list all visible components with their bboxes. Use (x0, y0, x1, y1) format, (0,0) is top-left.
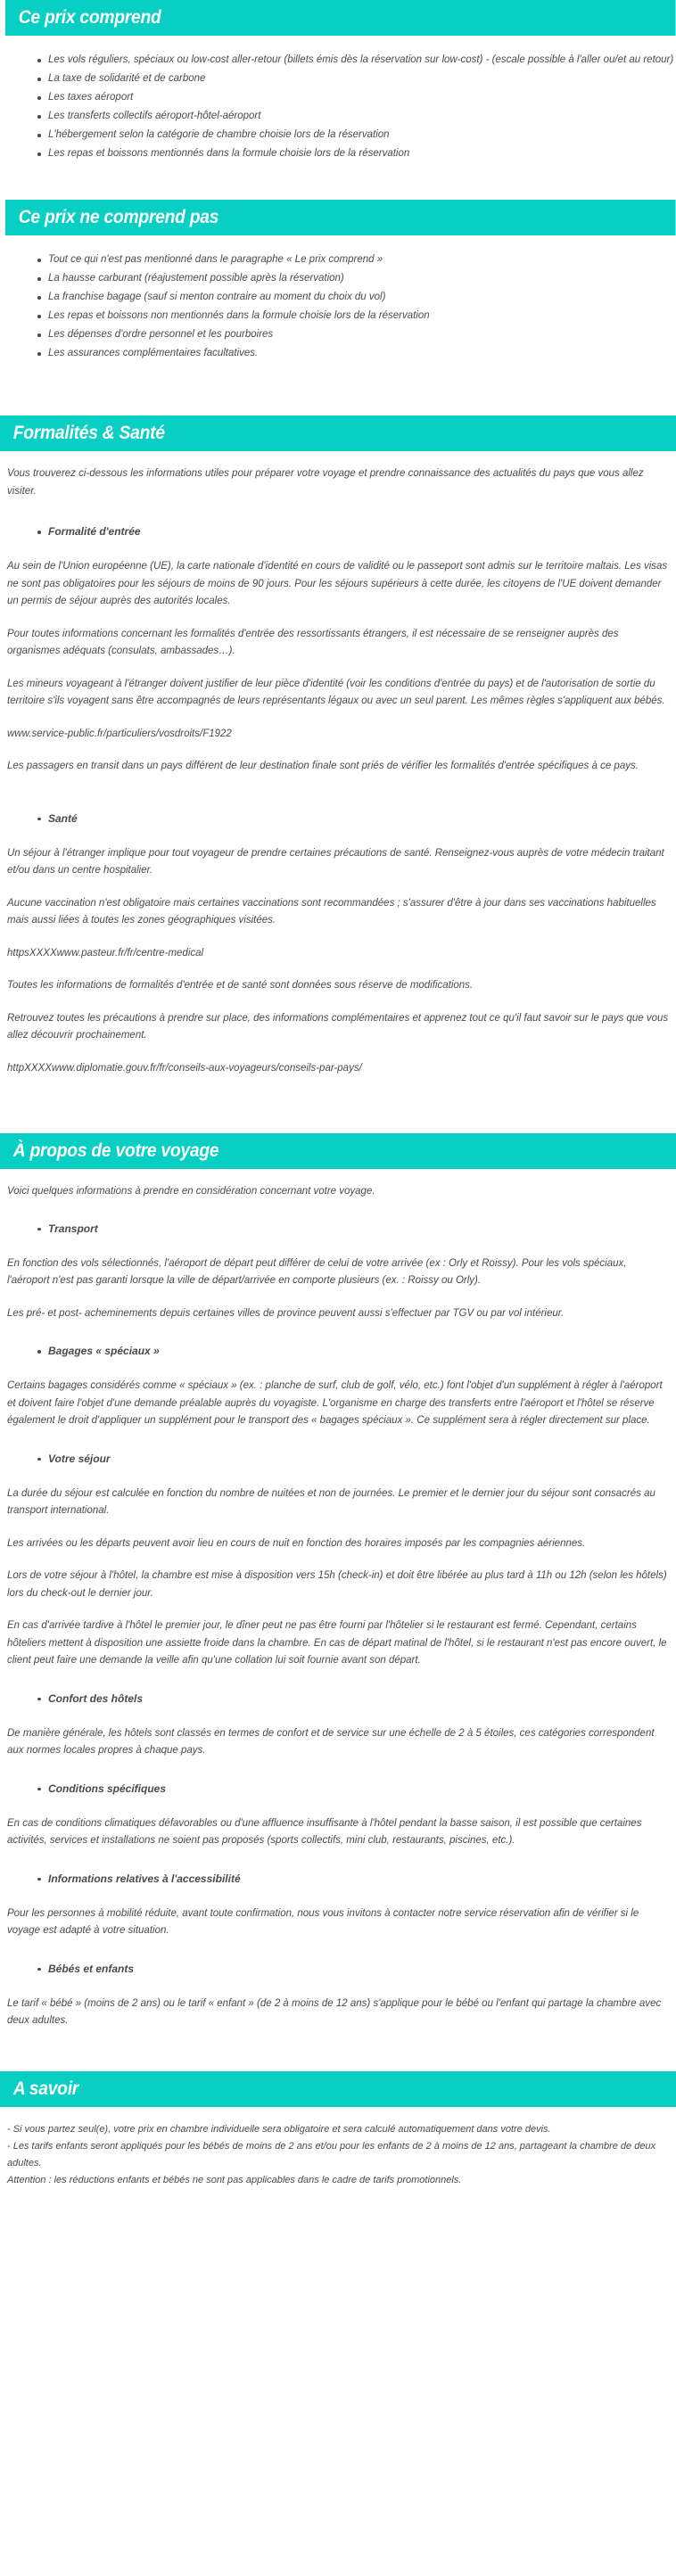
entry-heading-list (0, 523, 676, 540)
section-good-to-know (0, 2071, 676, 2107)
note-line: - Les tarifs enfants seront appliqués pour les bébés de moins de 2 ans et/ou pour les enfants de 2 à moins de 12 ans, partageant la chambre de deux adultes. (7, 2140, 656, 2169)
spacer (0, 2107, 676, 2121)
diplomatie-url[interactable]: httpXXXXwww.diplomatie.gouv.fr/fr/conseils-aux-voyageurs/conseils-par-pays/ (7, 1062, 362, 1074)
list-item: La taxe de solidarité et de carbone (37, 70, 676, 87)
entry-paragraph-2: Pour toutes informations concernant les formalités d'entrée des ressortissants étrangers, il est nécessaire de se renseigner auprès des organismes adéquats (consulats, ambassades…). (7, 628, 619, 656)
baggage-heading: Bagages « spéciaux » (37, 1343, 676, 1360)
formalities-intro: Vous trouverez ci-dessous les informations utiles pour préparer votre voyage et prendre connaissance des actualités du pays que vous allez visiter. (7, 468, 644, 497)
stay-paragraph-4: En cas d'arrivée tardive à l'hôtel le premier jour, le dîner peut ne pas être fourni par l'hôtelier si le restaurant est fermé. Cependant, certains hôteliers mettent à disposition une assiette froide dans la chambre. En cas de départ matinal de l'hôtel, si le restaurant n'est pas encore ouvert, le client peut faire une demande la veille afin qu'une collation lui soit fournie avant son départ. (7, 1620, 667, 1666)
spacer (0, 500, 676, 523)
section-includes (0, 0, 676, 36)
spacer (0, 1979, 676, 1996)
transport-paragraph-1: En fonction des vols sélectionnés, l'aéroport de départ peut différer de celui de votre arrivée (ex : Orly et Roissy). Pour les vols spéciaux, l'aéroport n'est pas garanti lorsque la ville de départ/arrivée en comporte plusieurs (ex. : Roissy ou Orly). (7, 1257, 627, 1286)
stay-paragraph-2: Les arrivées ou les départs peuvent avoir lieu en cours de nuit en fonction des horaires imposés par les compagnies aériennes. (7, 1537, 586, 1549)
section-formalities (0, 416, 676, 451)
comfort-heading-list (0, 1691, 676, 1708)
entry-paragraph-3: Les mineurs voyageant à l'étranger doivent justifier de leur pièce d'identité (voir les conditions d'entrée du pays) et de l'autorisation de sortie du territoire s'ils voyagent sans être accompagnés de leurs représentants légaux ou avec un seul parent. Les mêmes règles s'appliquent aux bébés. (7, 678, 665, 706)
health-paragraph-3: Toutes les informations de formalités d'entrée et de santé sont données sous réserve de modifications. (7, 980, 474, 991)
about-title: À propos de votre voyage (0, 1133, 676, 1169)
section-about-trip (0, 1133, 676, 1169)
good-to-know-notes (0, 2121, 676, 2189)
spacer (0, 1362, 676, 1378)
section-excludes (0, 200, 676, 235)
list-item: Les taxes aéroport (37, 89, 676, 106)
comfort-heading: Confort des hôtels (37, 1691, 676, 1708)
accessibility-paragraph-1: Pour les personnes à mobilité réduite, avant toute confirmation, nous vous invitons à contacter notre service réservation afin de vérifier si le voyage est adapté à votre situation. (7, 1907, 639, 1936)
spacer (0, 36, 676, 52)
list-item: Les assurances complémentaires facultatives. (37, 345, 676, 362)
spacer (0, 542, 676, 558)
entry-formality-heading: Formalité d'entrée (37, 523, 676, 540)
children-heading: Bébés et enfants (37, 1961, 676, 1978)
spacer (0, 451, 676, 465)
spacer (0, 2030, 676, 2071)
spacer (0, 1709, 676, 1725)
conditions-heading: Conditions spécifiques (37, 1781, 676, 1798)
about-header-bar (0, 1133, 676, 1169)
children-paragraph-1: Le tarif « bébé » (moins de 2 ans) ou le tarif « enfant » (de 2 à moins de 12 ans) s'applique pour le bébé ou l'enfant qui partage la chambre avec deux adultes. (7, 1997, 662, 2026)
formalities-header-bar (0, 416, 676, 451)
spacer (0, 164, 676, 200)
good-to-know-header-bar (0, 2071, 676, 2107)
transport-paragraph-2: Les pré- et post- acheminements depuis certaines villes de province peuvent aussi s'effectuer par TGV ou par vol intérieur. (7, 1307, 565, 1319)
list-item: La franchise bagage (sauf si menton contraire au moment du choix du vol) (37, 289, 676, 306)
spacer (0, 791, 676, 811)
stay-paragraph-1: La durée du séjour est calculée en fonction du nombre de nuitées et non de journées. Le premier et le dernier jour du séjour sont consacrés au transport international. (7, 1487, 655, 1516)
entry-paragraph-4: Les passagers en transit dans un pays différent de leur destination finale sont priés de vérifier les formalités d'entrée spécifiques à ce pays. (7, 761, 639, 771)
spacer (0, 1799, 676, 1815)
stay-paragraph-3: Lors de votre séjour à l'hôtel, la chambre est mise à disposition vers 15h (check-in) et doit être libérée au plus tard à 11h ou 12h (selon les hôtels) lors du check-out le dernier jour. (7, 1570, 667, 1599)
excludes-header-bar (5, 200, 676, 235)
entry-paragraph-1: Au sein de l'Union européenne (UE), la carte nationale d'identité en cours de validité ou le passeport sont admis sur le territoire maltais. Les visas ne sont pas obligatoires pour les séjours de moins de 90 jours. Pour les séjours supérieurs à cette durée, les citoyens de l'UE doivent demander un permis de séjour auprès des autorités locales. (7, 561, 668, 606)
stay-heading-list (0, 1451, 676, 1468)
transport-heading-list (0, 1221, 676, 1238)
list-item: Les vols réguliers, spéciaux ou low-cost aller-retour (billets émis dès la réservation sur low-cost) - (escale possible à l'aller ou/et au retour) (37, 52, 676, 69)
list-item: Les transferts collectifs aéroport-hôtel-aéroport (37, 108, 676, 125)
health-paragraph-1: Un séjour à l'étranger implique pour tout voyageur de prendre certaines précautions de santé. Renseignez-vous auprès de votre médecin traitant et/ou dans un centre hospitalier. (7, 847, 664, 876)
spacer (0, 2189, 676, 2207)
spacer (0, 235, 676, 251)
spacer (0, 1169, 676, 1183)
list-item: Les dépenses d'ordre personnel et les pourboires (37, 326, 676, 343)
pasteur-url[interactable]: httpsXXXXwww.pasteur.fr/fr/centre-medical (7, 947, 204, 959)
spacer (0, 829, 676, 845)
includes-header-bar (5, 0, 676, 36)
children-heading-list (0, 1961, 676, 1978)
health-heading-list (0, 811, 676, 827)
excludes-list (0, 251, 676, 362)
excludes-title: Ce prix ne comprend pas (5, 200, 676, 235)
spacer (0, 364, 676, 416)
list-item: Les repas et boissons mentionnés dans la formule choisie lors de la réservation (37, 145, 676, 162)
comfort-paragraph-1: De manière générale, les hôtels sont classés en termes de confort et de service sur une échelle de 2 à 5 étoiles, ces catégories correspondent aux normes locales propres à chaque pays. (7, 1727, 655, 1756)
note-line: Attention : les réductions enfants et bébés ne sont pas applicables dans le cadre de tarifs promotionnels. (7, 2174, 462, 2185)
formalities-title: Formalités & Santé (0, 416, 676, 451)
list-item: Tout ce qui n'est pas mentionné dans le paragraphe « Le prix comprend » (37, 251, 676, 268)
health-paragraph-4: Retrouvez toutes les précautions à prendre sur place, des informations complémentaires et apprenez tout ce qu'il faut savoir sur le pays que vous allez découvrir prochainement. (7, 1012, 669, 1041)
accessibility-heading: Informations relatives à l'accessibilité (37, 1871, 676, 1888)
list-item: L'hébergement selon la catégorie de chambre choisie lors de la réservation (37, 127, 676, 144)
service-public-url[interactable]: www.service-public.fr/particuliers/vosdroits/F1922 (7, 728, 232, 739)
health-paragraph-2: Aucune vaccination n'est obligatoire mais certaines vaccinations sont recommandées ; s'assurer d'être à jour dans ses vaccinations habituelles mais aussi liées à toutes les zones géographiques visitées. (7, 897, 656, 926)
about-intro: Voici quelques informations à prendre en considération concernant votre voyage. (7, 1186, 375, 1197)
includes-list (0, 52, 676, 162)
transport-heading: Transport (37, 1221, 676, 1238)
spacer (0, 1201, 676, 1221)
stay-heading: Votre séjour (37, 1451, 676, 1468)
spacer (0, 1889, 676, 1905)
conditions-heading-list (0, 1781, 676, 1798)
spacer (0, 1469, 676, 1486)
baggage-heading-list (0, 1343, 676, 1360)
good-to-know-title: A savoir (0, 2071, 676, 2107)
spacer (0, 1239, 676, 1255)
note-line: - Si vous partez seul(e), votre prix en chambre individuelle sera obligatoire et sera calculé automatiquement dans votre devis. (7, 2123, 551, 2135)
health-heading: Santé (37, 811, 676, 827)
includes-title: Ce prix comprend (5, 0, 676, 36)
baggage-paragraph-1: Certains bagages considérés comme « spéciaux » (ex. : planche de surf, club de golf, vélo, etc.) font l'objet d'un supplément à régler à l'aéroport et doivent faire l'objet d'une demande préalable auprès du voyagiste. L'organisme en charge des transferts entre l'aéroport et l'hôtel se réserve également le droit d'appliquer un supplément pour le transport des « bagages spéciaux ». Ce supplément sera à régler directement sur place. (7, 1380, 663, 1426)
conditions-paragraph-1: En cas de conditions climatiques défavorables ou d'une affluence insuffisante à l'hôtel pendant la basse saison, il est possible que certaines activités, services et installations ne soient pas proposés (sports collectifs, mini club, restaurants, piscines, etc.). (7, 1817, 642, 1846)
accessibility-heading-list (0, 1871, 676, 1888)
list-item: Les repas et boissons non mentionnés dans la formule choisie lors de la réservation (37, 308, 676, 325)
list-item: La hausse carburant (réajustement possible après la réservation) (37, 270, 676, 287)
spacer (0, 1092, 676, 1133)
